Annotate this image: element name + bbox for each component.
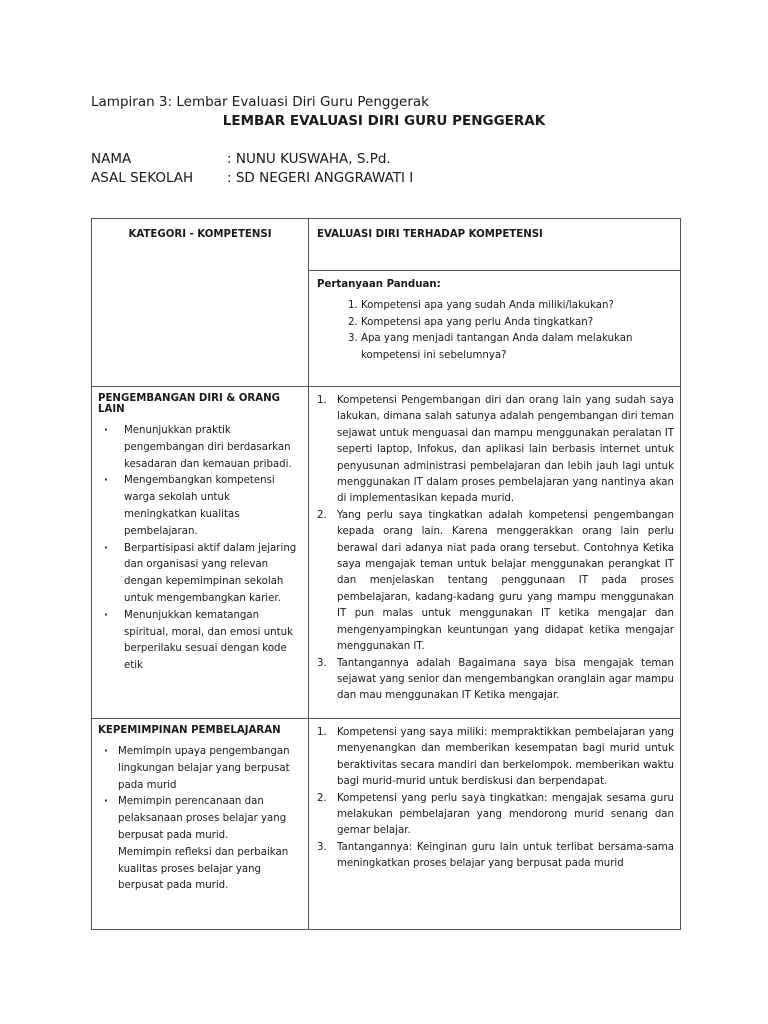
table-row [92, 387, 681, 719]
asal-sekolah-value: : SD NEGERI ANGGRAWATI I [227, 170, 414, 186]
panduan-list [317, 298, 672, 364]
answer-item: 2. Yang perlu saya tingkatkan adalah kompetensi pengembangan kepada orang lain. Karena menggerakkan orang lain perlu berawal dari adanya niat pada orang tersebut. Contohnya Ketika saya mengajak teman untuk belajar menggunakan perangkat IT dan menjelaskan tentang penggunaan IT pada proses pembelajaran, kadang-kadang guru yang mampu menggunakan IT pun malas untuk menggunakan IT ketika mengajar dan mengenyampingkan keuntungan yang didapat ketika mengajar menggunakan IT. [317, 509, 674, 653]
header-evaluasi: EVALUASI DIRI TERHADAP KOMPETENSI [309, 219, 681, 271]
panduan-question: 2. Kompetensi apa yang perlu Anda tingkatkan? [361, 315, 672, 332]
list-item: · Memimpin perencanaan dan pelaksanaan proses belajar yang berpusat pada murid. [98, 794, 302, 844]
answer-item: 2. Kompetensi yang perlu saya tingkatkan: mengajak sesama guru melakukan pembelajaran yang mendorong murid senang dan gemar belajar. [317, 792, 674, 837]
answer-item: 3. Tantangannya adalah Bagaimana saya bisa mengajak teman sejawat yang senior dan mengembangkan oranglain agar mampu dan mau menggunakan IT Ketika mengajar. [317, 657, 674, 702]
header-kategori: KATEGORI - KOMPETENSI [92, 219, 309, 387]
answer-cell [309, 387, 681, 719]
category-items [98, 423, 302, 675]
answer-item: 1. Kompetensi Pengembangan diri dan orang lain yang sudah saya lakukan, dimana salah satunya adalah pengembangan diri teman sejawat untuk menguasai dan mampu menggunakan peralatan IT seperti laptop, Infokus, dan aplikasi lain berbasis internet untuk penyusunan administrasi pembelajaran dan lebih jauh lagi untuk menggunakan IT dalam proses pembelajaran yang nantinya akan di implementasikan kepada murid. [317, 395, 674, 505]
info-nama [91, 151, 391, 167]
answer-list [315, 393, 674, 705]
info-asal-sekolah [91, 170, 413, 186]
nama-label: NAMA [91, 151, 132, 167]
list-item: · Memimpin upaya pengembangan lingkungan belajar yang berpusat pada murid [98, 744, 302, 794]
category-cell [92, 719, 309, 930]
panduan-question: 3. Apa yang menjadi tantangan Anda dalam melakukan kompetensi ini sebelumnya? [361, 331, 672, 364]
answer-list [315, 725, 674, 873]
answer-item: 3. Tantangannya: Keinginan guru lain untuk terlibat bersama-sama meningkatkan proses belajar yang berpusat pada murid [317, 841, 674, 870]
list-item: · Berpartisipasi aktif dalam jejaring dan organisasi yang relevan dengan kepemimpinan sekolah untuk mengembangkan karier. [98, 541, 302, 608]
list-item-continuation: Memimpin refleksi dan perbaikan kualitas proses belajar yang berpusat pada murid. [118, 846, 289, 892]
page-title: LEMBAR EVALUASI DIRI GURU PENGGERAK [222, 113, 546, 129]
category-cell [92, 387, 309, 719]
answer-cell [309, 719, 681, 930]
table-row [92, 719, 681, 930]
category-title: PENGEMBANGAN DIRI & ORANG LAIN [98, 393, 281, 415]
category-title: KEPEMIMPINAN PEMBELAJARAN [98, 725, 281, 736]
asal-sekolah-label: ASAL SEKOLAH [91, 170, 194, 186]
list-item: · Mengembangkan kompetensi warga sekolah untuk meningkatkan kualitas pembelajaran. [98, 473, 302, 540]
evaluation-table [91, 218, 681, 930]
nama-value: : NUNU KUSWAHA, S.Pd. [227, 151, 391, 167]
lampiran-caption: Lampiran 3: Lembar Evaluasi Diri Guru Penggerak [91, 94, 429, 110]
panduan-question: 1. Kompetensi apa yang sudah Anda miliki/lakukan? [361, 298, 672, 315]
list-item: · Menunjukkan praktik pengembangan diri berdasarkan kesadaran dan kemauan pribadi. [98, 423, 302, 473]
list-item: · Menunjukkan kematangan spiritual, moral, dan emosi untuk berperilaku sesuai dengan kode etik [98, 608, 302, 675]
panduan-title: Pertanyaan Panduan: [317, 279, 441, 290]
answer-item: 1. Kompetensi yang saya miliki: mempraktikkan pembelajaran yang menyenangkan dan memberikan kesempatan bagi murid untuk beraktivitas secara mandiri dan berkelompok. memberikan waktu bagi murid-murid untuk berdiskusi dan berpendapat. [317, 727, 674, 788]
panduan-cell [309, 271, 681, 387]
table-header-row [92, 219, 681, 271]
category-items [98, 744, 302, 845]
